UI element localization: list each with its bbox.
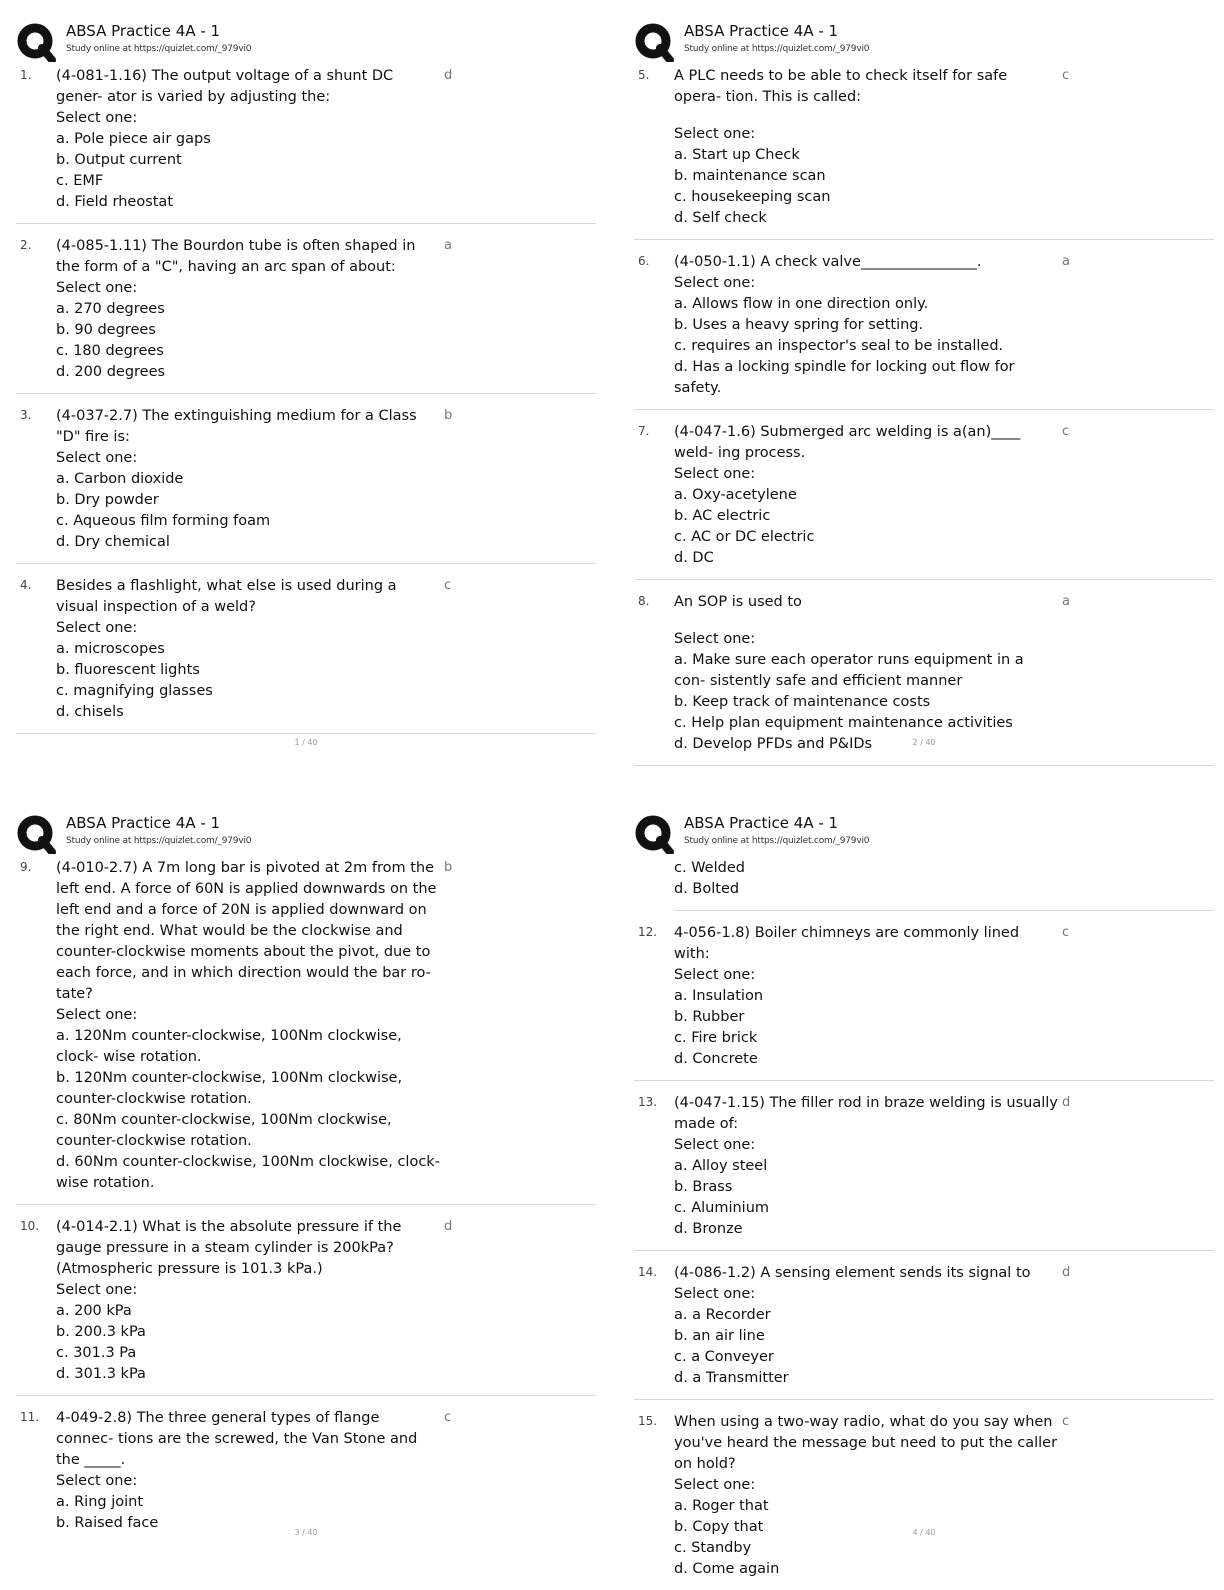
option-d: d. Develop PFDs and P&IDs <box>674 736 873 752</box>
question-number: 4. <box>20 578 32 592</box>
page-title: ABSA Practice 4A - 1 <box>66 814 221 832</box>
question-card <box>16 62 596 224</box>
option-c: c. Welded <box>674 860 745 876</box>
option-c: c. Aluminium <box>674 1200 770 1216</box>
answer-letter: d <box>444 68 453 83</box>
option-b: b. fluorescent lights <box>56 662 200 678</box>
answer-letter: a <box>1062 594 1070 609</box>
select-one-label: Select one: <box>674 1477 756 1493</box>
select-one-label: Select one: <box>674 1286 756 1302</box>
page-2 <box>634 18 1214 778</box>
option-d: d. chisels <box>56 704 124 720</box>
question-number: 12. <box>638 925 658 939</box>
option-c: c. 80Nm counter-clockwise, 100Nm clockwise, counter-clockwise rotation. <box>56 1112 392 1149</box>
question-card <box>634 418 1214 580</box>
option-d: d. Self check <box>674 210 767 226</box>
quizlet-logo-icon <box>16 814 56 854</box>
question-stem: (4-086-1.2) A sensing element sends its signal to <box>674 1265 1031 1281</box>
page-header <box>16 18 596 62</box>
option-d: d. Come again <box>674 1561 780 1577</box>
question-number: 7. <box>638 424 650 438</box>
question-card <box>634 1089 1214 1251</box>
option-a: a. Oxy-acetylene <box>674 487 797 503</box>
question-number: 11. <box>20 1410 40 1424</box>
option-d: d. a Transmitter <box>674 1370 789 1386</box>
question-number: 14. <box>638 1265 658 1279</box>
answer-letter: c <box>1062 424 1070 439</box>
option-b: b. Dry powder <box>56 492 159 508</box>
option-c: c. Standby <box>674 1540 752 1556</box>
option-b: b. AC electric <box>674 508 771 524</box>
option-c: c. Help plan equipment maintenance activities <box>674 715 1013 731</box>
option-a: a. Carbon dioxide <box>56 471 184 487</box>
select-one-label: Select one: <box>674 126 756 142</box>
answer-letter: d <box>1062 1265 1071 1280</box>
option-c: c. Aqueous film forming foam <box>56 513 271 529</box>
option-b: b. an air line <box>674 1328 765 1344</box>
question-card <box>16 1404 596 1544</box>
question-card <box>16 232 596 394</box>
option-b: b. 200.3 kPa <box>56 1324 146 1340</box>
question-stem: (4-085-1.11) The Bourdon tube is often shaped in the form of a "C", having an arc span of about: <box>56 238 416 275</box>
question-stem: A PLC needs to be able to check itself for safe opera- tion. This is called: <box>674 68 1008 105</box>
quizlet-logo-icon <box>16 22 56 62</box>
study-link-text[interactable]: Study online at https://quizlet.com/_979vi0 <box>684 44 870 54</box>
question-card <box>634 1259 1214 1400</box>
option-a: a. Pole piece air gaps <box>56 131 211 147</box>
select-one-label: Select one: <box>56 620 138 636</box>
question-number: 3. <box>20 408 32 422</box>
question-stem: 4-049-2.8) The three general types of flange connec- tions are the screwed, the Van Stone and the _____. <box>56 1410 418 1468</box>
option-b: b. Output current <box>56 152 182 168</box>
answer-letter: c <box>1062 925 1070 940</box>
page-4 <box>634 810 1214 1577</box>
option-d: d. Has a locking spindle for locking out flow for safety. <box>674 359 1015 396</box>
page-title: ABSA Practice 4A - 1 <box>66 22 221 40</box>
option-a: a. Alloy steel <box>674 1158 768 1174</box>
page-number: 2 / 40 <box>912 738 936 747</box>
question-number: 10. <box>20 1219 40 1233</box>
answer-letter: a <box>444 238 452 253</box>
question-card <box>16 402 596 564</box>
option-b: b. maintenance scan <box>674 168 826 184</box>
answer-letter: b <box>444 408 453 423</box>
question-stem: (4-081-1.16) The output voltage of a shunt DC gener- ator is varied by adjusting the: <box>56 68 394 105</box>
option-b: b. Brass <box>674 1179 733 1195</box>
select-one-label: Select one: <box>674 1137 756 1153</box>
answer-letter: c <box>1062 68 1070 83</box>
question-stem: Besides a flashlight, what else is used during a visual inspection of a weld? <box>56 578 397 615</box>
question-card <box>16 572 596 734</box>
select-one-label: Select one: <box>674 275 756 291</box>
select-one-label: Select one: <box>674 631 756 647</box>
question-number: 1. <box>20 68 32 82</box>
option-d: d. Concrete <box>674 1051 758 1067</box>
question-number: 15. <box>638 1414 658 1428</box>
question-stem: (4-010-2.7) A 7m long bar is pivoted at 2m from the left end. A force of 60N is applied downwards on the left end and a force of 20N is applied downward on the right end. What would be the clockwise and counter-clockwise moments about the pivot, due to each force, and in which direction would the bar ro- tate? <box>56 860 437 1002</box>
study-link-text[interactable]: Study online at https://quizlet.com/_979vi0 <box>66 44 252 54</box>
page-header <box>634 810 1214 854</box>
option-a: a. a Recorder <box>674 1307 771 1323</box>
question-card <box>634 1408 1214 1590</box>
question-number: 8. <box>638 594 650 608</box>
option-d: d. Bronze <box>674 1221 743 1237</box>
option-a: a. Make sure each operator runs equipment in a con- sistently safe and efficient manner <box>674 652 1024 689</box>
select-one-label: Select one: <box>56 110 138 126</box>
select-one-label: Select one: <box>56 1282 138 1298</box>
quizlet-logo-icon <box>634 22 674 62</box>
study-link-text[interactable]: Study online at https://quizlet.com/_979vi0 <box>684 836 870 846</box>
option-a: a. Ring joint <box>56 1494 144 1510</box>
question-card <box>634 248 1214 410</box>
option-a: a. 200 kPa <box>56 1303 132 1319</box>
question-stem: (4-047-1.15) The filler rod in braze welding is usually made of: <box>674 1095 1058 1132</box>
question-stem: 4-056-1.8) Boiler chimneys are commonly lined with: <box>674 925 1020 962</box>
option-c: c. EMF <box>56 173 104 189</box>
answer-letter: b <box>444 860 453 875</box>
page-number: 1 / 40 <box>294 738 318 747</box>
page-header <box>16 810 596 854</box>
option-a: a. microscopes <box>56 641 165 657</box>
select-one-label: Select one: <box>56 280 138 296</box>
question-stem: An SOP is used to <box>674 594 802 610</box>
page-title: ABSA Practice 4A - 1 <box>684 814 839 832</box>
answer-letter: d <box>1062 1095 1071 1110</box>
answer-letter: c <box>444 578 452 593</box>
question-number: 2. <box>20 238 32 252</box>
answer-letter: a <box>1062 254 1070 269</box>
page-title: ABSA Practice 4A - 1 <box>684 22 839 40</box>
page-header <box>634 18 1214 62</box>
option-c: c. housekeeping scan <box>674 189 831 205</box>
select-one-label: Select one: <box>56 450 138 466</box>
option-a: a. 270 degrees <box>56 301 165 317</box>
study-link-text[interactable]: Study online at https://quizlet.com/_979vi0 <box>66 836 252 846</box>
select-one-label: Select one: <box>674 967 756 983</box>
page-number: 4 / 40 <box>912 1528 936 1537</box>
option-b: b. Keep track of maintenance costs <box>674 694 931 710</box>
option-c: c. magnifying glasses <box>56 683 213 699</box>
option-c: c. requires an inspector's seal to be installed. <box>674 338 1004 354</box>
question-stem: (4-050-1.1) A check valve________________. <box>674 254 982 270</box>
option-b: b. 120Nm counter-clockwise, 100Nm clockwise, counter-clockwise rotation. <box>56 1070 403 1107</box>
page-3 <box>16 810 596 1570</box>
question-number: 6. <box>638 254 650 268</box>
question-stem: When using a two-way radio, what do you say when you've heard the message but need to put the caller on hold? <box>674 1414 1058 1472</box>
page-1 <box>16 18 596 778</box>
option-a: a. Roger that <box>674 1498 769 1514</box>
option-b: b. Raised face <box>56 1515 159 1531</box>
question-card <box>634 62 1214 240</box>
option-d: d. 60Nm counter-clockwise, 100Nm clockwise, clock- wise rotation. <box>56 1154 440 1191</box>
option-a: a. 120Nm counter-clockwise, 100Nm clockwise, clock- wise rotation. <box>56 1028 402 1065</box>
option-c: c. AC or DC electric <box>674 529 815 545</box>
question-stem: (4-037-2.7) The extinguishing medium for a Class "D" fire is: <box>56 408 417 445</box>
option-d: d. 200 degrees <box>56 364 166 380</box>
option-b: b. Copy that <box>674 1519 764 1535</box>
question-card <box>16 1213 596 1396</box>
answer-letter: c <box>444 1410 452 1425</box>
page-number: 3 / 40 <box>294 1528 318 1537</box>
select-one-label: Select one: <box>674 466 756 482</box>
option-d: d. Dry chemical <box>56 534 170 550</box>
select-one-label: Select one: <box>56 1007 138 1023</box>
answer-letter: c <box>1062 1414 1070 1429</box>
option-d: d. Bolted <box>674 881 740 897</box>
option-c: c. 301.3 Pa <box>56 1345 137 1361</box>
question-stem: (4-047-1.6) Submerged arc welding is a(an)____ weld- ing process. <box>674 424 1021 461</box>
question-card <box>16 854 596 1205</box>
option-d: d. Field rheostat <box>56 194 173 210</box>
question-number: 13. <box>638 1095 658 1109</box>
question-number: 5. <box>638 68 650 82</box>
option-a: a. Insulation <box>674 988 764 1004</box>
select-one-label: Select one: <box>56 1473 138 1489</box>
option-c: c. a Conveyer <box>674 1349 774 1365</box>
option-b: b. 90 degrees <box>56 322 156 338</box>
continued-options <box>674 854 1214 911</box>
quizlet-logo-icon <box>634 814 674 854</box>
option-c: c. Fire brick <box>674 1030 758 1046</box>
option-b: b. Rubber <box>674 1009 745 1025</box>
option-d: d. 301.3 kPa <box>56 1366 146 1382</box>
option-d: d. DC <box>674 550 714 566</box>
answer-letter: d <box>444 1219 453 1234</box>
option-a: a. Start up Check <box>674 147 800 163</box>
option-c: c. 180 degrees <box>56 343 164 359</box>
question-card <box>634 919 1214 1081</box>
question-stem: (4-014-2.1) What is the absolute pressure if the gauge pressure in a steam cylinder is 200kPa? (Atmospheric pressure is 101.3 kPa.) <box>56 1219 402 1277</box>
option-b: b. Uses a heavy spring for setting. <box>674 317 924 333</box>
option-a: a. Allows flow in one direction only. <box>674 296 929 312</box>
question-number: 9. <box>20 860 32 874</box>
